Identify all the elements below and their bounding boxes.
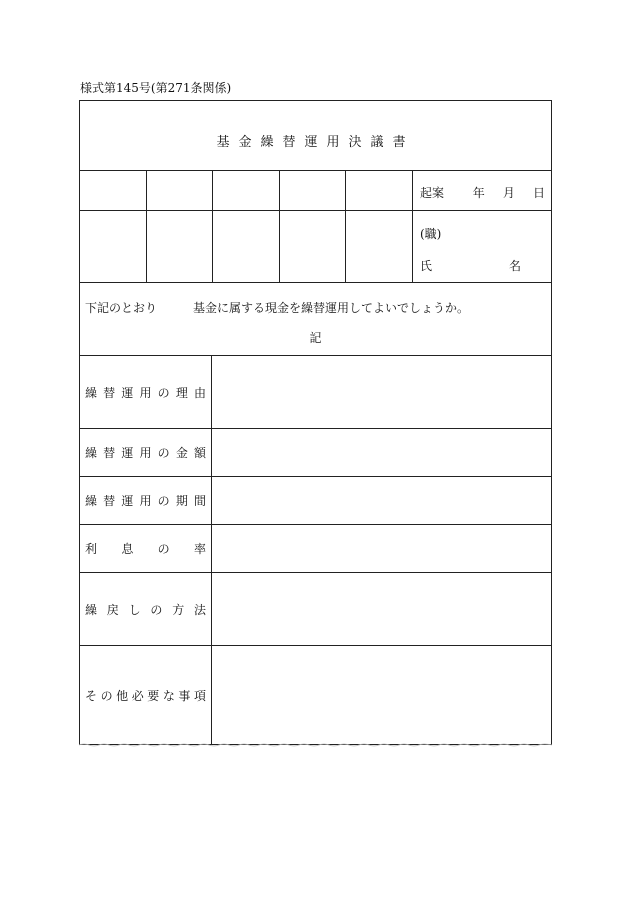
name-label-right: 名: [508, 259, 521, 273]
approval-seal-cell-1[interactable]: [80, 171, 147, 210]
item-row-amount[interactable]: [80, 429, 551, 477]
item-row-period[interactable]: [80, 477, 551, 525]
item-row-repayment[interactable]: [80, 573, 551, 646]
ki-label: 記: [309, 331, 322, 345]
year-label: 年: [472, 186, 485, 200]
approval-row-top: [80, 171, 551, 211]
item-label-reason: 繰替運用の理由: [80, 356, 212, 428]
position-label: (職): [420, 227, 442, 241]
approval-seal-cell-2[interactable]: [147, 171, 213, 210]
item-label-period: 繰替運用の期間: [80, 477, 212, 524]
approval-row-bottom: [80, 211, 551, 283]
intro-row: [80, 283, 551, 356]
item-label-repayment: 繰戻しの方法: [80, 573, 212, 645]
approval-seal-cell-6[interactable]: [80, 211, 147, 282]
torn-edge: [79, 741, 552, 749]
draft-label: 起案: [420, 186, 445, 200]
form-number: 様式第145号(第271条関係): [80, 81, 232, 95]
draft-date-field[interactable]: [420, 184, 545, 201]
day-label: 日: [532, 186, 545, 200]
approval-seal-cell-5[interactable]: [346, 171, 413, 210]
title-row: [80, 101, 551, 171]
intro-text-right: 基金に属する現金を繰替運用してよいでしょうか。: [193, 301, 470, 315]
approval-seal-cell-3[interactable]: [213, 171, 280, 210]
approval-seal-cell-4[interactable]: [280, 171, 346, 210]
item-row-reason[interactable]: [80, 356, 551, 429]
approval-seal-cell-9[interactable]: [280, 211, 346, 282]
item-label-interest: 利息の率: [80, 525, 212, 572]
item-row-interest[interactable]: [80, 525, 551, 573]
item-row-other[interactable]: [80, 646, 551, 744]
document-title: 基金繰替運用決議書: [216, 135, 415, 150]
intro-text: [85, 299, 469, 316]
approval-seal-cell-10[interactable]: [346, 211, 413, 282]
name-label-left: 氏: [420, 259, 433, 273]
approval-seal-cell-7[interactable]: [147, 211, 213, 282]
intro-text-left: 下記のとおり: [85, 301, 158, 315]
month-label: 月: [502, 186, 515, 200]
name-field[interactable]: [420, 257, 521, 274]
approval-seal-cell-8[interactable]: [213, 211, 280, 282]
item-label-amount: 繰替運用の金額: [80, 429, 212, 476]
item-label-other: その他必要な事項: [80, 646, 212, 744]
form-frame: [79, 100, 552, 745]
